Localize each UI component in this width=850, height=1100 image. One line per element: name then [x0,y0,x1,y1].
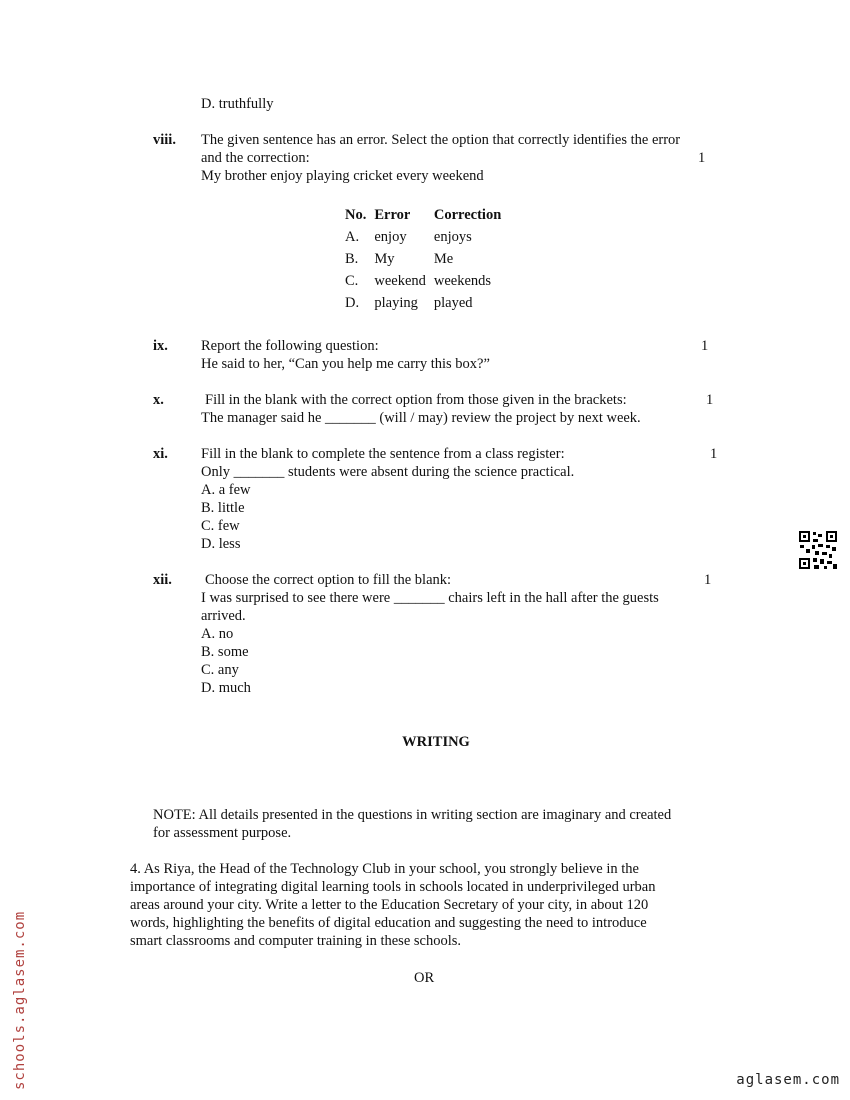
q11-prompt: Fill in the blank to complete the sentence from a class register: [201,446,565,462]
table-cell: Me [433,250,454,267]
q11-marks: 1 [710,446,718,462]
table-cell: B. [345,250,359,267]
footer-watermark: aglasem.com [736,1072,840,1088]
or-separator: OR [414,970,435,986]
q12-option-b: B. some [201,644,249,660]
q12-prompt: Choose the correct option to fill the blank: [205,572,452,588]
table-cell: playing [374,294,418,311]
q9-marks: 1 [701,338,709,354]
writing-note-line2: for assessment purpose. [153,825,292,841]
table-cell: D. [345,294,360,311]
q12-marks: 1 [704,572,712,588]
table-row [341,270,505,292]
q7-option-d: D. truthfully [201,96,274,112]
qr-code-icon [798,530,838,570]
q10-sentence: The manager said he _______ (will / may) review the project by next week. [201,410,641,426]
table-cell: A. [345,228,360,245]
table-cell: C. [345,272,359,289]
q9-sentence: He said to her, “Can you help me carry this box?” [201,356,490,372]
q11-sentence: Only _______ students were absent during the science practical. [201,464,575,480]
section-heading-writing: WRITING [402,734,470,750]
q4-line2: importance of integrating digital learning tools in schools located in underprivileged urban [130,879,656,895]
q4-line5: smart classrooms and computer training in these schools. [130,933,462,949]
side-watermark: schools.aglasem.com [12,910,28,1090]
q8-sentence: My brother enjoy playing cricket every weekend [201,168,484,184]
q12-option-d: D. much [201,680,251,696]
table-header-no: No. [345,206,367,223]
q12-option-c: C. any [201,662,239,678]
q10-prompt: Fill in the blank with the correct option from those given in the brackets: [205,392,627,408]
table-cell: My [374,250,395,267]
writing-note-line1: NOTE: All details presented in the questions in writing section are imaginary and created [153,807,672,823]
table-cell: weekends [433,272,492,289]
q12-sentence-line2: arrived. [201,608,246,624]
q11-number: xi. [153,446,168,462]
q12-sentence-line1: I was surprised to see there were _______ chairs left in the hall after the guests [201,590,659,606]
q12-option-a: A. no [201,626,234,642]
table-row [341,226,505,248]
q4-line1: 4. As Riya, the Head of the Technology Club in your school, you strongly believe in the [130,861,639,877]
q10-marks: 1 [706,392,714,408]
q4-line4: words, highlighting the benefits of digital education and suggesting the need to introduce [130,915,647,931]
q11-option-d: D. less [201,536,241,552]
error-correction-table [341,204,505,314]
q11-option-b: B. little [201,500,245,516]
q8-number: viii. [153,132,176,148]
table-header-error: Error [374,206,411,223]
q11-option-c: C. few [201,518,240,534]
q8-prompt-line1: The given sentence has an error. Select the option that correctly identifies the error [201,132,681,148]
table-header-row [341,204,505,226]
q4-line3: areas around your city. Write a letter to the Education Secretary of your city, in about 120 [130,897,649,913]
table-row [341,248,505,270]
q9-prompt: Report the following question: [201,338,379,354]
table-cell: played [433,294,473,311]
q12-number: xii. [153,572,172,588]
q9-number: ix. [153,338,168,354]
q10-number: x. [153,392,164,408]
q11-option-a: A. a few [201,482,251,498]
q8-marks: 1 [698,150,706,166]
table-cell: enjoys [433,228,472,245]
table-row [341,292,505,314]
table-cell: enjoy [374,228,407,245]
table-cell: weekend [374,272,426,289]
q8-prompt-line2: and the correction: [201,150,310,166]
table-header-correction: Correction [433,206,502,223]
